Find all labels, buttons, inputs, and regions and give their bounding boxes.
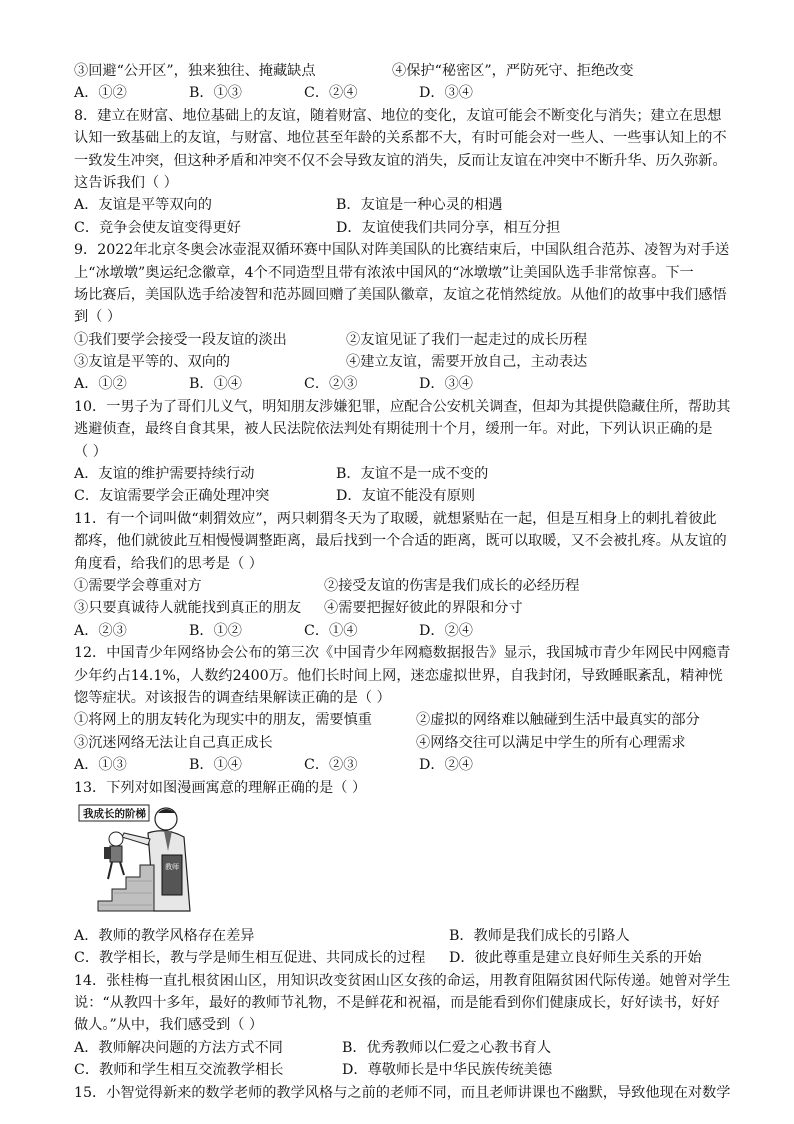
options-row bbox=[74, 373, 736, 395]
options-row bbox=[74, 82, 736, 104]
statement-row bbox=[74, 351, 736, 373]
question-text: 惚等症状。对该报告的调查结果解读正确的是（ ） bbox=[74, 689, 391, 706]
statement: ④保护“秘密区”，严防死守、拒绝改变 bbox=[392, 63, 634, 79]
statement: ①需要学会尊重对方 bbox=[74, 577, 202, 594]
statement: ①我们要学会接受一段友谊的淡出 bbox=[74, 331, 287, 348]
question-text: 到（ ） bbox=[74, 309, 122, 326]
statement: ②虚拟的网络难以触碰到生活中最真实的部分 bbox=[416, 712, 700, 729]
question-text: 10．一男子为了哥们儿义气，明知朋友涉嫌犯罪，应配合公安机关调查，但却为其提供隐藏住所，帮助其 bbox=[74, 398, 731, 415]
option-c[interactable]: C．教学相长，教与学是师生相互促进、共同成长的过程 bbox=[74, 950, 426, 967]
options-row bbox=[74, 754, 736, 776]
statement: ③友谊是平等的、双向的 bbox=[74, 354, 231, 371]
option-b[interactable]: B．优秀教师以仁爱之心教书育人 bbox=[342, 1039, 552, 1056]
question-14 bbox=[74, 970, 736, 1082]
question-text: 14．张桂梅一直扎根贫困山区，用知识改变贫困山区女孩的命运，用教育阻隔贫困代际传递。她曾对学生 bbox=[74, 972, 731, 989]
option-a[interactable]: A．①③ bbox=[74, 757, 127, 774]
question-text: 12．中国青少年网络协会公布的第三次《中国青少年网瘾数据报告》显示，我国城市青少年网民中网瘾青 bbox=[74, 645, 731, 662]
statement-row bbox=[74, 709, 736, 731]
option-c[interactable]: C．友谊需要学会正确处理冲突 bbox=[74, 488, 270, 505]
question-text: 13．下列对如图漫画寓意的理解正确的是（ ） bbox=[74, 779, 367, 796]
cartoon-title: 我成长的阶梯 bbox=[83, 807, 146, 820]
option-d[interactable]: D．②④ bbox=[419, 757, 473, 774]
question-text: 少年约占14.1%，人数约2400万。他们长时间上网，迷恋虚拟世界，自我封闭，导致睡眠紊乱，精神恍 bbox=[74, 667, 723, 684]
option-d[interactable]: D．友谊使我们共同分享，相互分担 bbox=[336, 219, 561, 236]
option-b[interactable]: B．友谊不是一成不变的 bbox=[336, 466, 489, 483]
book-label: 教师 bbox=[165, 862, 179, 871]
question-text: 这告诉我们（ ） bbox=[74, 174, 178, 191]
option-b[interactable]: B．教师是我们成长的引路人 bbox=[449, 927, 630, 944]
statement: ②接受友谊的伤害是我们成长的必经历程 bbox=[324, 577, 580, 594]
question-text: 上“冰墩墩”奥运纪念徽章，4个不同造型且带有浓浓中国风的“冰墩墩”让美国队选手非常惊喜。下一 bbox=[74, 264, 694, 281]
question-12 bbox=[74, 642, 736, 776]
options-row bbox=[74, 217, 736, 239]
question-13 bbox=[74, 777, 736, 970]
question-text: 做人。”从中，我们感受到（ ） bbox=[74, 1017, 264, 1034]
option-d[interactable]: D．彼此尊重是建立良好师生关系的开始 bbox=[449, 950, 702, 967]
question-text: 角度看，给我们的思考是（ ） bbox=[74, 555, 263, 572]
statement: ④建立友谊，需要开放自己，主动表达 bbox=[346, 354, 588, 371]
option-d[interactable]: D．友谊不能没有原则 bbox=[336, 488, 476, 505]
cartoon-image bbox=[78, 803, 204, 915]
option-b[interactable]: B．①④ bbox=[189, 376, 242, 393]
option-b[interactable]: B．①② bbox=[189, 622, 242, 639]
statement-row bbox=[74, 60, 736, 82]
option-b[interactable]: B．友谊是一种心灵的相遇 bbox=[336, 197, 503, 214]
option-d[interactable]: D．③④ bbox=[419, 376, 473, 393]
statement: ③只要真诚待人就能找到真正的朋友 bbox=[74, 600, 302, 617]
options-row bbox=[74, 485, 736, 507]
statement-row bbox=[74, 329, 736, 351]
option-d[interactable]: D．尊敬师长是中华民族传统美德 bbox=[342, 1062, 553, 1079]
question-10 bbox=[74, 396, 736, 508]
options-row bbox=[74, 620, 736, 642]
question-text: 都疼，他们就彼此互相慢慢调整距离，最后找到一个合适的距离，既可以取暖，又不会被扎疼。从友谊的 bbox=[74, 533, 727, 550]
question-9 bbox=[74, 239, 736, 396]
question-11 bbox=[74, 508, 736, 642]
options-row bbox=[74, 947, 736, 969]
statement-row bbox=[74, 597, 736, 619]
option-c[interactable]: C．②④ bbox=[304, 85, 358, 102]
option-c[interactable]: C．①④ bbox=[304, 622, 358, 639]
question-text: 一致发生冲突，但这种矛盾和冲突不仅不会导致友谊的消失，反而让友谊在冲突中不断升华、历久弥新。 bbox=[74, 152, 727, 169]
statement: ④需要把握好彼此的界限和分寸 bbox=[324, 600, 523, 617]
statement-row bbox=[74, 732, 736, 754]
question-text: 逃避侦查，最终自食其果，被人民法院依法判处有期徒刑十个月，缓刑一年。对此，下列认识正确的是 bbox=[74, 421, 713, 438]
option-a[interactable]: A．友谊是平等双向的 bbox=[74, 197, 212, 214]
statement: ③沉迷网络无法让自己真正成长 bbox=[74, 734, 273, 751]
option-c[interactable]: C．②③ bbox=[304, 757, 358, 774]
option-d[interactable]: D．③④ bbox=[419, 85, 473, 102]
statement: ①将网上的朋友转化为现实中的朋友，需要慎重 bbox=[74, 712, 372, 729]
option-c[interactable]: C．竞争会使友谊变得更好 bbox=[74, 219, 241, 236]
option-b[interactable]: B．①④ bbox=[189, 757, 242, 774]
option-d[interactable]: D．②④ bbox=[419, 622, 473, 639]
question-text: 认知一致基础上的友谊，与财富、地位甚至年龄的关系都不大，有时可能会对一些人、一些事认知上的不 bbox=[74, 130, 727, 147]
options-row bbox=[74, 1037, 736, 1059]
question-text: 场比赛后，美国队选手给凌智和范苏圆回赠了美国队徽章，友谊之花悄然绽放。从他们的故事中我们感悟 bbox=[74, 286, 727, 303]
options-row bbox=[74, 194, 736, 216]
option-a[interactable]: A．教师的教学风格存在差异 bbox=[74, 927, 255, 944]
question-8 bbox=[74, 105, 736, 239]
option-a[interactable]: A．①② bbox=[74, 85, 127, 102]
question-text: 8．建立在财富、地位基础上的友谊，随着财富、地位的变化，友谊可能会不断变化与消失；建立在思想 bbox=[74, 107, 722, 124]
statement: ④网络交往可以满足中学生的所有心理需求 bbox=[416, 734, 686, 751]
question-text: 11．有一个词叫做“刺猬效应”，两只刺猬冬天为了取暖，就想紧贴在一起，但是互相身上的刺扎着彼此 bbox=[74, 510, 717, 527]
question-text: 9．2022年北京冬奥会冰壶混双循环赛中国队对阵美国队的比赛结束后，中国队组合范苏、凌智为对手送 bbox=[74, 242, 730, 259]
options-row bbox=[74, 463, 736, 485]
option-c[interactable]: C．教师和学生相互交流教学相长 bbox=[74, 1062, 284, 1079]
statement: ②友谊见证了我们一起走过的成长历程 bbox=[346, 331, 588, 348]
statement: ③回避“公开区”，独来独往、掩藏缺点 bbox=[74, 63, 316, 79]
statement-row bbox=[74, 575, 736, 597]
option-a[interactable]: A．②③ bbox=[74, 622, 127, 639]
option-c[interactable]: C．②③ bbox=[304, 376, 358, 393]
option-a[interactable]: A．教师解决问题的方法方式不同 bbox=[74, 1039, 283, 1056]
option-a[interactable]: A．①② bbox=[74, 376, 127, 393]
options-row bbox=[74, 1059, 736, 1081]
option-b[interactable]: B．①③ bbox=[189, 85, 242, 102]
question-15 bbox=[74, 1082, 736, 1104]
question-text: （ ） bbox=[74, 443, 107, 460]
question-text: 15．小智觉得新来的数学老师的教学风格与之前的老师不同，而且老师讲课也不幽默，导致他现在对数学 bbox=[74, 1084, 731, 1101]
options-row bbox=[74, 925, 736, 947]
question-text: 说：“从教四十多年，最好的教师节礼物，不是鲜花和祝福，而是能看到你们健康成长，好好读书，好好 bbox=[74, 995, 720, 1012]
option-a[interactable]: A．友谊的维护需要持续行动 bbox=[74, 466, 255, 483]
